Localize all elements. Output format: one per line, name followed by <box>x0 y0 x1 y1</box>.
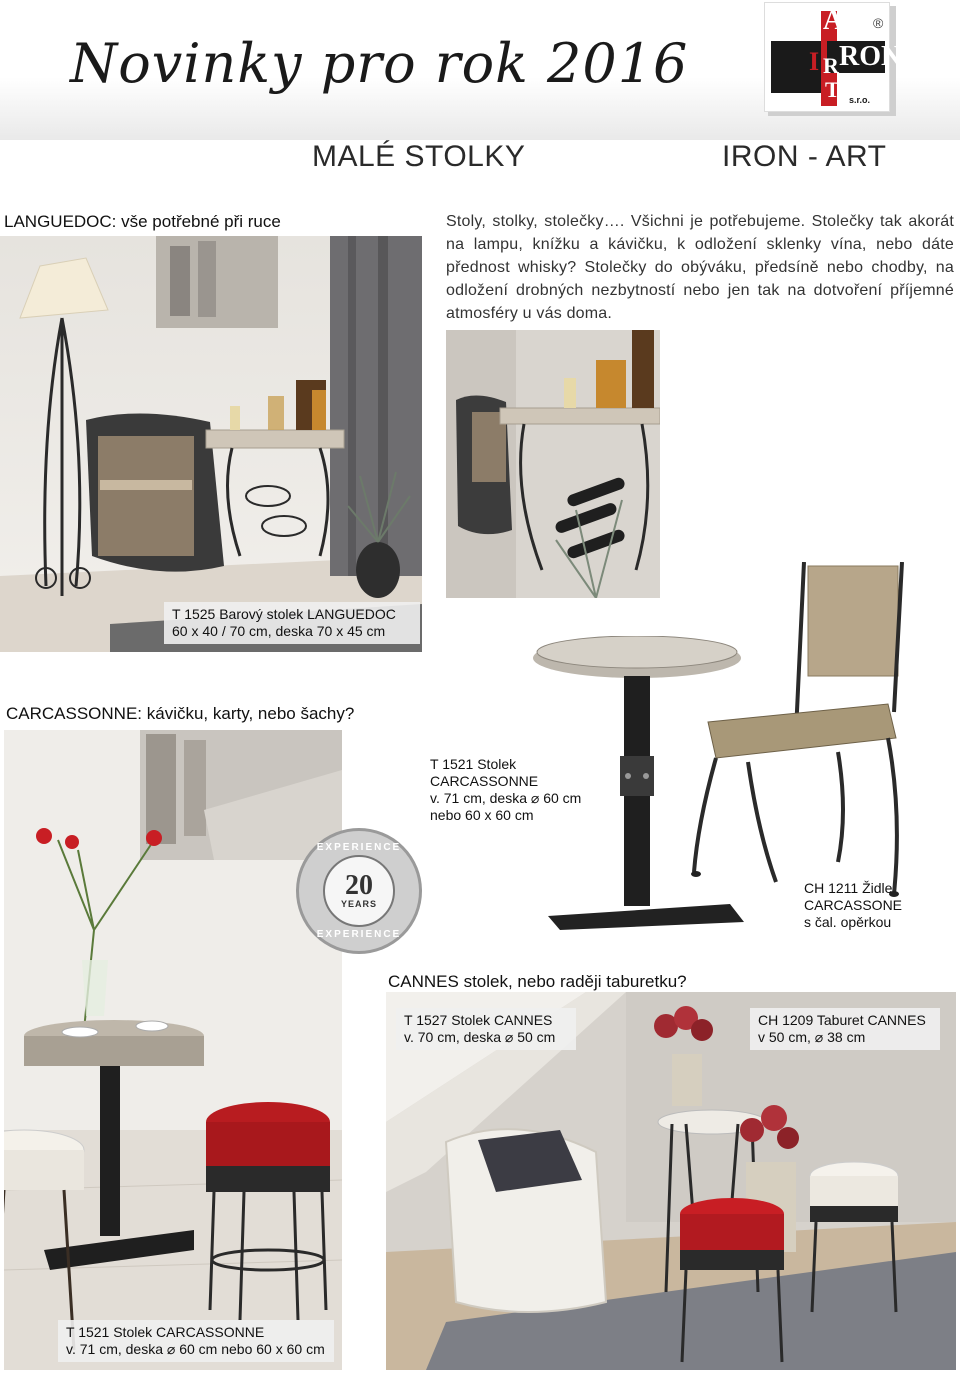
caption-line: CH 1209 Taburet CANNES <box>758 1012 926 1028</box>
stamp-unit: YEARS <box>340 899 377 909</box>
stamp-center <box>323 855 395 927</box>
languedoc-photo <box>0 236 422 652</box>
carcassonne-photo <box>4 730 342 1370</box>
cannes-photo <box>386 992 956 1370</box>
cannes-heading: CANNES stolek, nebo raději taburetku? <box>388 972 687 991</box>
caption-line: nebo 60 x 60 cm <box>430 807 534 823</box>
carcassonne-photo-caption <box>58 1320 334 1362</box>
carcassonne-scene <box>4 730 342 1370</box>
cannes-table-caption <box>396 1008 576 1050</box>
carcassonne-table-caption <box>430 756 581 824</box>
languedoc-detail-scene <box>446 330 660 598</box>
caption-line: v. 70 cm, deska ⌀ 50 cm <box>404 1029 556 1045</box>
caption-line: T 1521 Stolek CARCASSONNE <box>66 1324 265 1340</box>
caption-line: T 1525 Barový stolek LANGUEDOC <box>172 606 396 622</box>
stamp-text-bottom: EXPERIENCE <box>316 929 402 940</box>
logo-word: RON <box>839 41 902 72</box>
caption-line: 60 x 40 / 70 cm, deska 70 x 45 cm <box>172 623 386 639</box>
intro-paragraph: Stoly, stolky, stolečky…. Všichni je potřebujeme. Stolečky tak akorát na lampu, knížku a kávičku, k odložení sklenky vína, nebo dáte přednost whisky? Stolečky do obýváku, předsíně nebo chodby, na odložení drobných nezbytností nebo jen tak na dotvoření příjemné atmosféry u vás doma. <box>446 213 954 322</box>
languedoc-heading: LANGUEDOC: vše potřebné při ruce <box>4 212 281 231</box>
languedoc-detail-photo <box>446 330 660 598</box>
logo-letter-r: R <box>823 53 839 78</box>
logo-suffix: s.r.o. <box>849 95 871 105</box>
caption-line: CH 1211 Židle <box>804 880 893 896</box>
experience-stamp <box>296 828 422 954</box>
caption-line: v. 71 cm, deska ⌀ 60 cm nebo 60 x 60 cm <box>66 1341 325 1357</box>
carcassonne-chair-product <box>688 562 910 898</box>
logo-letter-a: A <box>823 5 844 36</box>
stamp-number: 20 <box>345 870 373 901</box>
iron-art-logo <box>764 2 902 112</box>
caption-line: T 1521 Stolek <box>430 756 517 772</box>
logo-letter-i: I <box>809 47 820 76</box>
languedoc-scene <box>0 236 422 652</box>
logo-letter-t: T <box>825 77 840 102</box>
cannes-stool-caption <box>750 1008 940 1050</box>
caption-line: s čal. opěrkou <box>804 914 892 930</box>
section-title: MALÉ STOLKY <box>312 140 526 173</box>
caption-line: v 50 cm, ⌀ 38 cm <box>758 1029 866 1045</box>
caption-line: CARCASSONE <box>804 897 903 913</box>
brand-title: IRON - ART <box>722 140 887 173</box>
caption-line: v. 71 cm, deska ⌀ 60 cm <box>430 790 582 806</box>
languedoc-caption <box>164 602 420 644</box>
caption-line: CARCASSONNE <box>430 773 539 789</box>
caption-line: T 1527 Stolek CANNES <box>404 1012 553 1028</box>
carcassonne-heading: CARCASSONNE: kávičku, karty, nebo šachy? <box>6 704 355 723</box>
carcassonne-chair-caption <box>804 880 902 931</box>
stamp-text-top: EXPERIENCE <box>316 842 402 853</box>
registered-mark: ® <box>873 15 884 31</box>
page-title: Novinky pro rok 2016 <box>70 32 689 95</box>
